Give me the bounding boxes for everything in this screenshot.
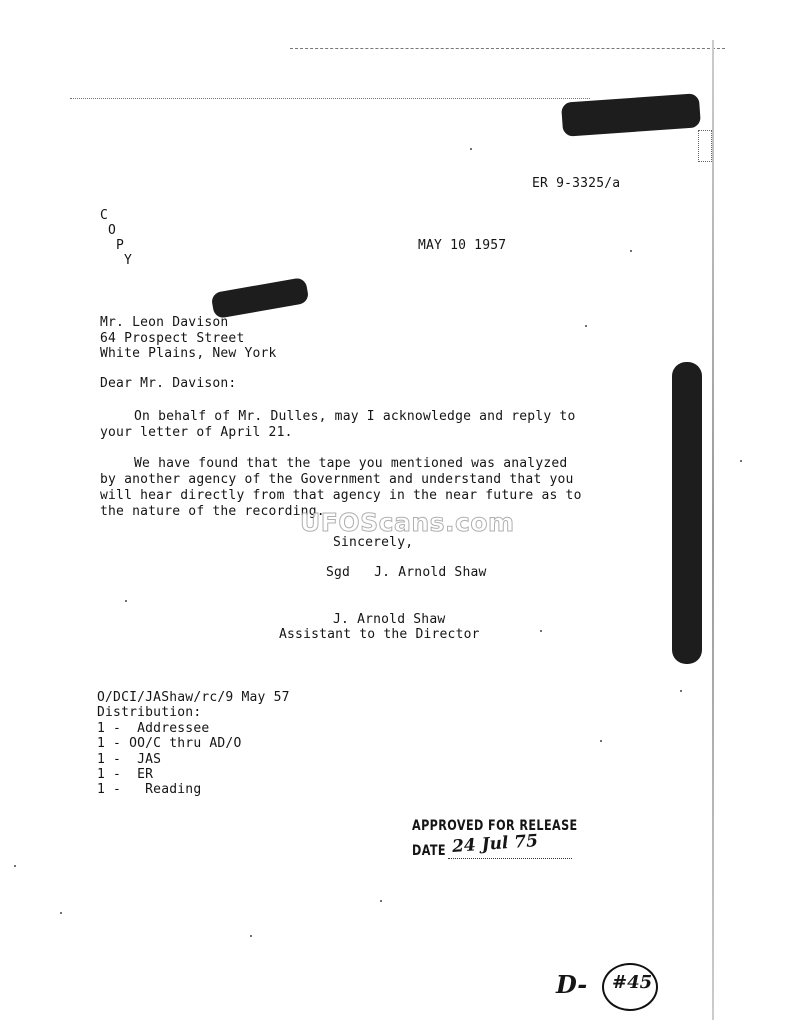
- copy-letter-c: C: [100, 208, 109, 223]
- scan-speck: [380, 900, 382, 902]
- release-stamp-date-label: DATE: [412, 843, 446, 859]
- scan-speck: [740, 460, 742, 462]
- release-stamp-title: APPROVED FOR RELEASE: [412, 818, 578, 834]
- address-city: White Plains, New York: [100, 346, 277, 361]
- copy-letter-y: Y: [124, 253, 133, 268]
- body-paragraph-1-line-2: your letter of April 21.: [100, 425, 293, 440]
- scan-speck: [585, 325, 587, 327]
- redaction-bar-top: [561, 93, 701, 137]
- scan-speck: [60, 912, 62, 914]
- scan-speck: [600, 740, 602, 742]
- redaction-bar-right-margin: [672, 362, 702, 664]
- signature-line: Sgd J. Arnold Shaw: [326, 565, 487, 580]
- salutation: Dear Mr. Davison:: [100, 376, 237, 391]
- copy-letter-p: P: [116, 238, 125, 253]
- body-paragraph-1-line-1: On behalf of Mr. Dulles, may I acknowledge and reply to: [134, 409, 576, 424]
- scan-speck: [630, 250, 632, 252]
- copy-letter-o: O: [108, 223, 117, 238]
- distribution-item: 1 - ER: [97, 767, 154, 782]
- page-mark-prefix: D-: [556, 970, 588, 999]
- distribution-item: 1 - OO/C thru AD/O: [97, 736, 242, 751]
- scan-speck: [250, 935, 252, 937]
- signer-name: J. Arnold Shaw: [333, 612, 446, 627]
- body-paragraph-2-line-4: the nature of the recording.: [100, 504, 325, 519]
- watermark: UFOScans.com: [300, 508, 515, 537]
- letter-date: MAY 10 1957: [418, 238, 507, 253]
- redaction-bar-middle: [210, 277, 309, 319]
- signer-title: Assistant to the Director: [279, 627, 480, 642]
- right-edge-strip: [698, 130, 712, 162]
- distribution-label: Distribution:: [97, 705, 202, 720]
- scan-speck: [540, 630, 542, 632]
- scan-speck: [14, 865, 16, 867]
- release-stamp-date-value: 24 Jul 75: [451, 831, 539, 857]
- release-stamp-underline: [448, 858, 572, 859]
- distribution-item: 1 - Reading: [97, 782, 202, 797]
- routing-reference: O/DCI/JAShaw/rc/9 May 57: [97, 690, 290, 705]
- body-paragraph-2-line-2: by another agency of the Government and understand that you: [100, 472, 574, 487]
- right-edge-shadow: [712, 40, 714, 1020]
- page-mark-number: #45: [612, 972, 653, 993]
- scan-artifact-line: [70, 98, 590, 99]
- scan-artifact-top: [290, 48, 725, 49]
- address-name: Mr. Leon Davison: [100, 315, 229, 330]
- scan-speck: [470, 148, 472, 150]
- scan-speck: [125, 600, 127, 602]
- address-street: 64 Prospect Street: [100, 331, 245, 346]
- body-paragraph-2-line-1: We have found that the tape you mentioned was analyzed: [134, 456, 568, 471]
- distribution-item: 1 - JAS: [97, 752, 162, 767]
- distribution-item: 1 - Addressee: [97, 721, 210, 736]
- body-paragraph-2-line-3: will hear directly from that agency in the near future as to: [100, 488, 582, 503]
- reference-number: ER 9-3325/a: [532, 176, 621, 191]
- valediction: Sincerely,: [333, 535, 414, 550]
- scan-speck: [680, 690, 682, 692]
